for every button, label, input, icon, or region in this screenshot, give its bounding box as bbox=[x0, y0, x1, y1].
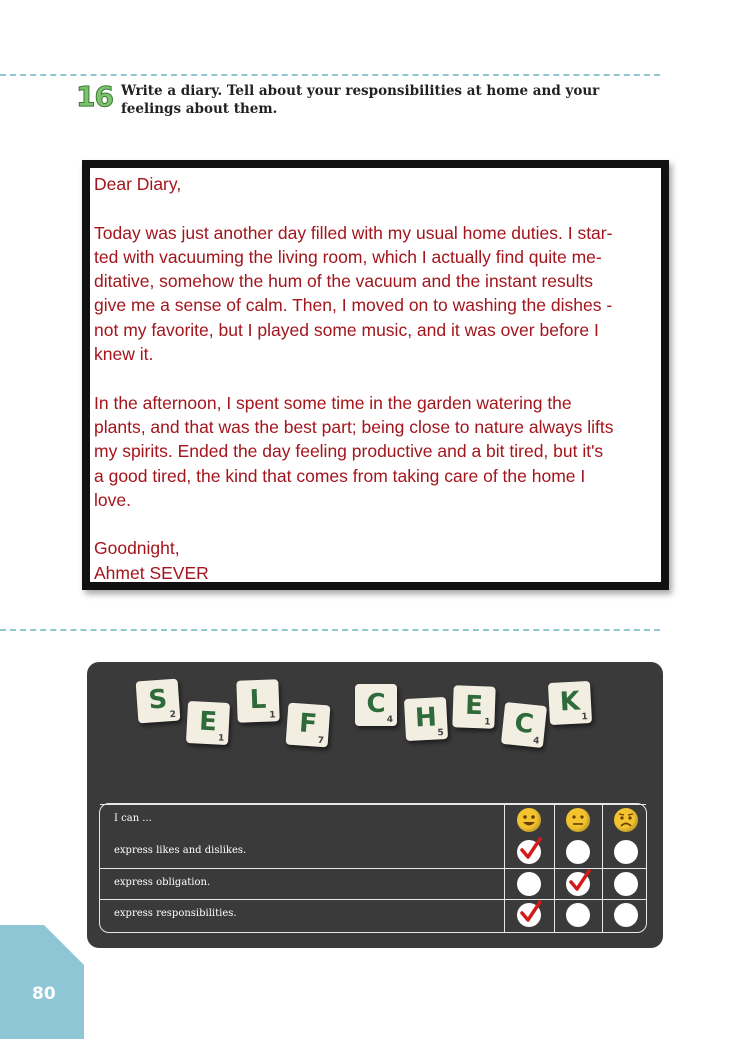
exercise-instruction: Write a diary. Tell about your responsibilities at home and your feelings about them. bbox=[121, 83, 600, 117]
top-divider bbox=[0, 74, 660, 76]
diary-line: Today was just another day filled with my usual home duties. I star- bbox=[94, 222, 613, 243]
diary-line: plants, and that was the best part; being close to nature always lifts bbox=[94, 416, 614, 437]
letter-tile bbox=[452, 685, 495, 728]
letter-tile bbox=[186, 701, 230, 745]
self-check-circle[interactable] bbox=[517, 872, 541, 896]
tile-letter: S bbox=[147, 684, 169, 716]
diary-line: give me a sense of calm. Then, I moved on to washing the dishes - bbox=[94, 295, 613, 316]
self-check-circle[interactable] bbox=[566, 872, 590, 896]
tile-letter: F bbox=[298, 708, 318, 740]
tile-score: 7 bbox=[317, 735, 325, 747]
diary-line: my spirits. Ended the day feeling productive and a bit tired, but it's bbox=[94, 441, 604, 462]
middle-divider bbox=[0, 629, 660, 631]
self-check-row-label: express obligation. bbox=[114, 877, 211, 888]
tile-letter: H bbox=[414, 702, 438, 734]
tile-score: 1 bbox=[581, 712, 589, 723]
tile-score: 4 bbox=[532, 736, 540, 747]
self-check-row bbox=[100, 837, 646, 868]
diary-line: Goodnight, bbox=[94, 538, 180, 559]
neutral-face-icon bbox=[566, 808, 590, 832]
self-check-row-label: express likes and dislikes. bbox=[114, 845, 247, 856]
self-check-row bbox=[100, 868, 646, 900]
self-check-circle[interactable] bbox=[614, 872, 638, 896]
checkmark-icon bbox=[517, 837, 543, 863]
tile-score: 1 bbox=[217, 733, 225, 744]
self-check-board bbox=[87, 662, 663, 948]
tile-letter: C bbox=[366, 689, 386, 719]
tile-letter: L bbox=[249, 684, 267, 716]
self-check-circle[interactable] bbox=[566, 903, 590, 927]
self-check-row-label: express responsibilities. bbox=[114, 908, 237, 919]
letter-tile bbox=[236, 679, 279, 722]
diary-line: a good tired, the kind that comes from taking care of the home I bbox=[94, 465, 586, 486]
self-check-header-row bbox=[100, 804, 646, 836]
exercise-number: 16 bbox=[76, 80, 113, 113]
diary-line: Ahmet SEVER bbox=[94, 562, 209, 583]
tile-score: 2 bbox=[169, 709, 177, 721]
self-check-table bbox=[99, 803, 647, 933]
letter-tile bbox=[355, 684, 397, 726]
diary-line: Dear Diary, bbox=[94, 174, 182, 194]
sad-face-icon bbox=[614, 808, 638, 832]
diary-line: not my favorite, but I played some music, and it was over before I bbox=[94, 319, 599, 340]
letter-tile bbox=[136, 679, 181, 724]
tile-score: 5 bbox=[437, 728, 445, 739]
self-check-circle[interactable] bbox=[614, 840, 638, 864]
diary-line: ditative, somehow the hum of the vacuum and the instant results bbox=[94, 271, 594, 292]
self-check-row bbox=[100, 899, 646, 931]
diary-blank-line bbox=[94, 196, 661, 220]
page-number: 80 bbox=[32, 984, 56, 1004]
diary-blank-line bbox=[94, 512, 661, 536]
diary-line: love. bbox=[94, 489, 131, 510]
letter-tile bbox=[548, 681, 592, 725]
self-check-circle[interactable] bbox=[614, 903, 638, 927]
happy-face-icon bbox=[517, 808, 541, 832]
tile-letter: K bbox=[559, 686, 581, 718]
letter-tile bbox=[501, 702, 547, 748]
diary-line: ted with vacuuming the living room, which I actually find quite me- bbox=[94, 246, 602, 267]
letter-tile bbox=[286, 703, 331, 748]
tile-score: 1 bbox=[269, 710, 276, 721]
tile-score: 1 bbox=[484, 717, 491, 728]
self-check-header-label: I can ... bbox=[114, 813, 152, 824]
tile-letter: C bbox=[513, 708, 536, 740]
diary-box bbox=[82, 160, 669, 590]
tile-letter: E bbox=[464, 690, 484, 722]
diary-line: knew it. bbox=[94, 344, 154, 365]
page-corner-tab bbox=[0, 925, 84, 1039]
checkmark-icon bbox=[566, 869, 592, 895]
tile-score: 4 bbox=[386, 715, 393, 725]
tile-letter: E bbox=[198, 706, 218, 738]
letter-tile bbox=[404, 697, 448, 741]
diary-line: In the afternoon, I spent some time in the garden watering the bbox=[94, 392, 572, 413]
checkmark-icon bbox=[517, 900, 543, 926]
self-check-circle[interactable] bbox=[517, 903, 541, 927]
self-check-circle[interactable] bbox=[517, 840, 541, 864]
self-check-circle[interactable] bbox=[566, 840, 590, 864]
diary-blank-line bbox=[94, 366, 661, 390]
